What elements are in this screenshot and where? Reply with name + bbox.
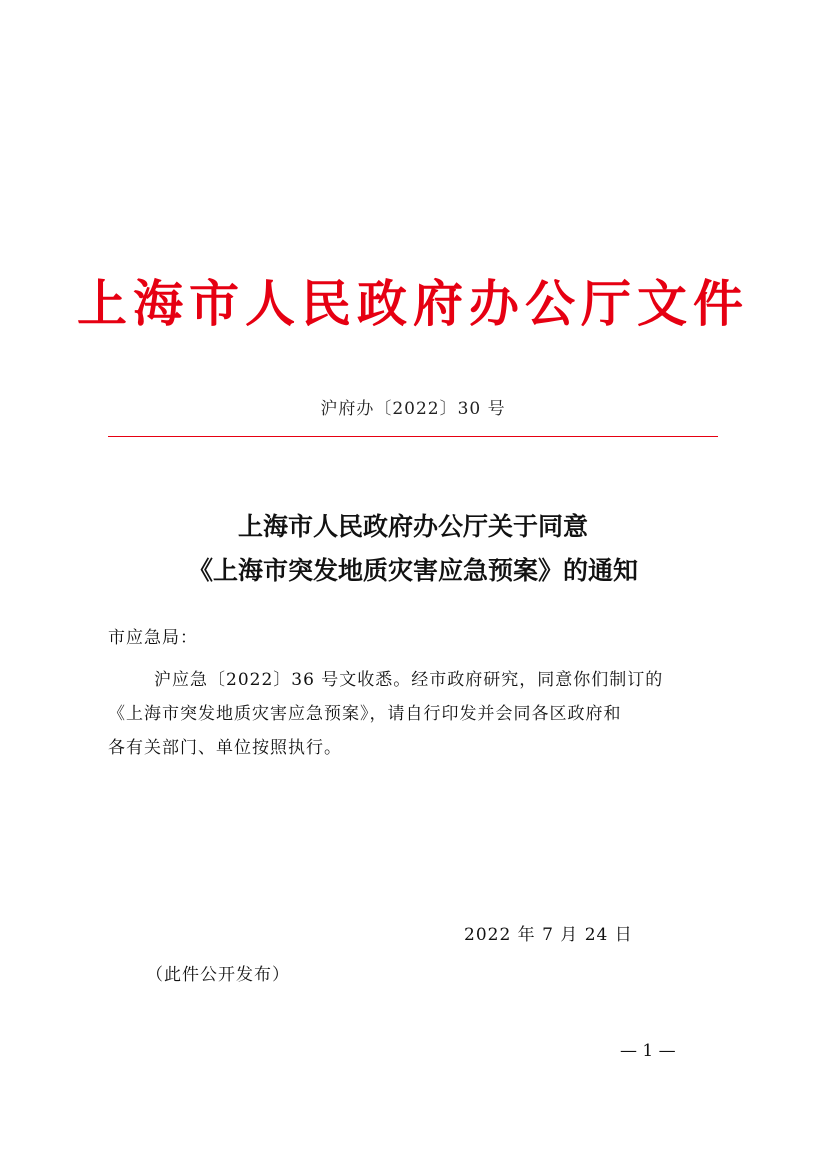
document-masthead: 上海市人民政府办公厅文件 xyxy=(77,275,749,333)
body-line-3: 各有关部门、单位按照执行。 xyxy=(108,738,342,758)
body-line-2: 《上海市突发地质灾害应急预案》，请自行印发并会同各区政府和 xyxy=(108,704,622,724)
document-number: 沪府办〔2022〕30 号 xyxy=(320,399,506,419)
document-title xyxy=(0,505,826,593)
issue-date: 2022 年 7 月 24 日 xyxy=(464,925,633,945)
red-separator-line xyxy=(108,436,718,437)
title-line-2: 《上海市突发地质灾害应急预案》的通知 xyxy=(187,556,638,585)
body-line-1: 沪应急〔2022〕36 号文收悉。经市政府研究，同意你们制订的 xyxy=(154,670,664,690)
body-paragraph xyxy=(108,663,720,765)
disclosure-note: （此件公开发布） xyxy=(146,965,290,985)
page-number: — 1 — xyxy=(620,1041,676,1061)
addressee: 市应急局： xyxy=(108,628,198,648)
title-line-1: 上海市人民政府办公厅关于同意 xyxy=(237,512,588,541)
